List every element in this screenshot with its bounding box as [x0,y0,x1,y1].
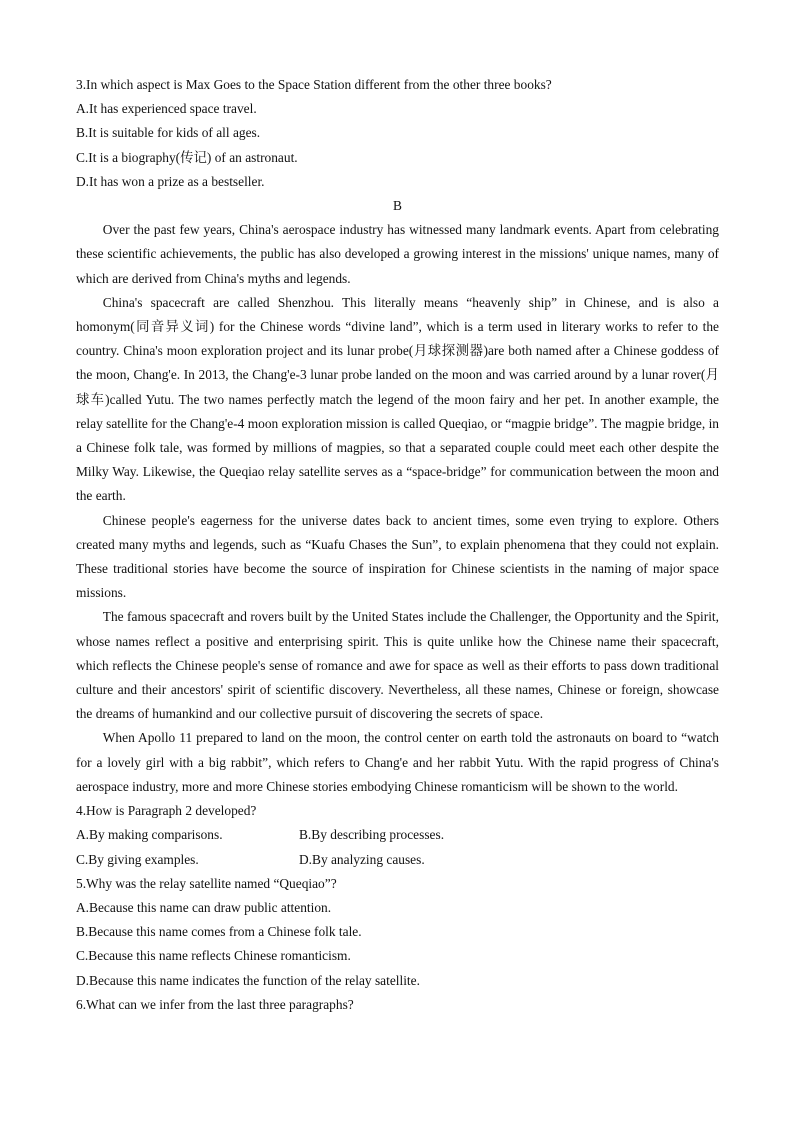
question-5: 5.Why was the relay satellite named “Queqiao”? [76,875,337,891]
question-6: 6.What can we infer from the last three paragraphs? [76,996,354,1012]
question-5-option-d: D.Because this name indicates the function of the relay satellite. [76,972,420,988]
question-5-option-c: C.Because this name reflects Chinese romanticism. [76,948,351,964]
question-4-options-row-1 [76,823,719,847]
passage-paragraph-2: China's spacecraft are called Shenzhou. This literally means “heavenly ship” in Chinese, and is also a homonym(同音异义词) for the Chinese words “divine land”, which is a term used in literary works to refer to the country. China's moon exploration project and its lunar probe(月球探测器)are both named after a Chinese goddess of the moon, Chang'e. In 2013, the Chang'e-3 lunar probe landed on the moon and was carried around by a lunar rover(月球车)called Yutu. The two names perfectly match the legend of the moon fairy and her pet. In another example, the relay satellite for the Chang'e-4 moon exploration mission is called Queqiao, or “magpie bridge”. The magpie bridge, in a Chinese folk tale, was formed by millions of magpies, so that a separated couple could meet each other despite the Milky Way. Likewise, the Queqiao relay satellite serves as a “space-bridge” for communication between the moon and the earth. [76,294,719,504]
question-4-option-a: A.By making comparisons. [76,827,223,843]
question-4: 4.How is Paragraph 2 developed? [76,803,257,819]
question-4-option-d: D.By analyzing causes. [299,851,425,867]
question-3: 3.In which aspect is Max Goes to the Space Station different from the other three books? [76,77,552,92]
section-b-heading: B [393,198,402,214]
question-4-options-row-2 [76,848,719,872]
passage-paragraph-5: When Apollo 11 prepared to land on the moon, the control center on earth told the astronauts on board to “watch for a lovely girl with a big rabbit”, which refers to Chang'e and her rabbit Yutu. With the rapid progress of China's aerospace industry, more and more Chinese stories embodying Chinese romanticism will be shown to the world. [76,730,719,794]
question-3-option-b: B.It is suitable for kids of all ages. [76,125,261,141]
passage-paragraph-1: Over the past few years, China's aerospace industry has witnessed many landmark events. Apart from celebrating these scientific achievements, the public has also developed a growing interest in the missions' unique names, many of which are derived from China's myths and legends. [76,222,719,286]
question-4-option-b: B.By describing processes. [299,827,445,843]
passage-paragraph-3: Chinese people's eagerness for the universe dates back to ancient times, some even trying to explore. Others created many myths and legends, such as “Kuafu Chases the Sun”, to explain phenomena that they could not explain. These traditional stories have become the source of inspiration for Chinese scientists in the naming of major space missions. [76,512,719,601]
question-5-option-a: A.Because this name can draw public attention. [76,899,332,915]
question-3-option-a: A.It has experienced space travel. [76,101,257,117]
question-3-option-d: D.It has won a prize as a bestseller. [76,173,265,189]
question-4-option-c: C.By giving examples. [76,851,199,867]
question-5-option-b: B.Because this name comes from a Chinese folk tale. [76,924,362,940]
passage-paragraph-4: The famous spacecraft and rovers built by the United States include the Challenger, the Opportunity and the Spirit, whose names reflect a positive and enterprising spirit. This is quite unlike how the Chinese name their spacecraft, which reflects the Chinese people's sense of romance and awe for space as well as their efforts to pass down traditional culture and their ancestors' spirit of scientific discovery. Nevertheless, all these names, Chinese or foreign, showcase the dreams of humankind and our collective pursuit of discovering the secrets of space. [76,609,719,722]
question-3-option-c: C.It is a biography(传记) of an astronaut. [76,149,298,165]
exam-page [76,73,719,1017]
